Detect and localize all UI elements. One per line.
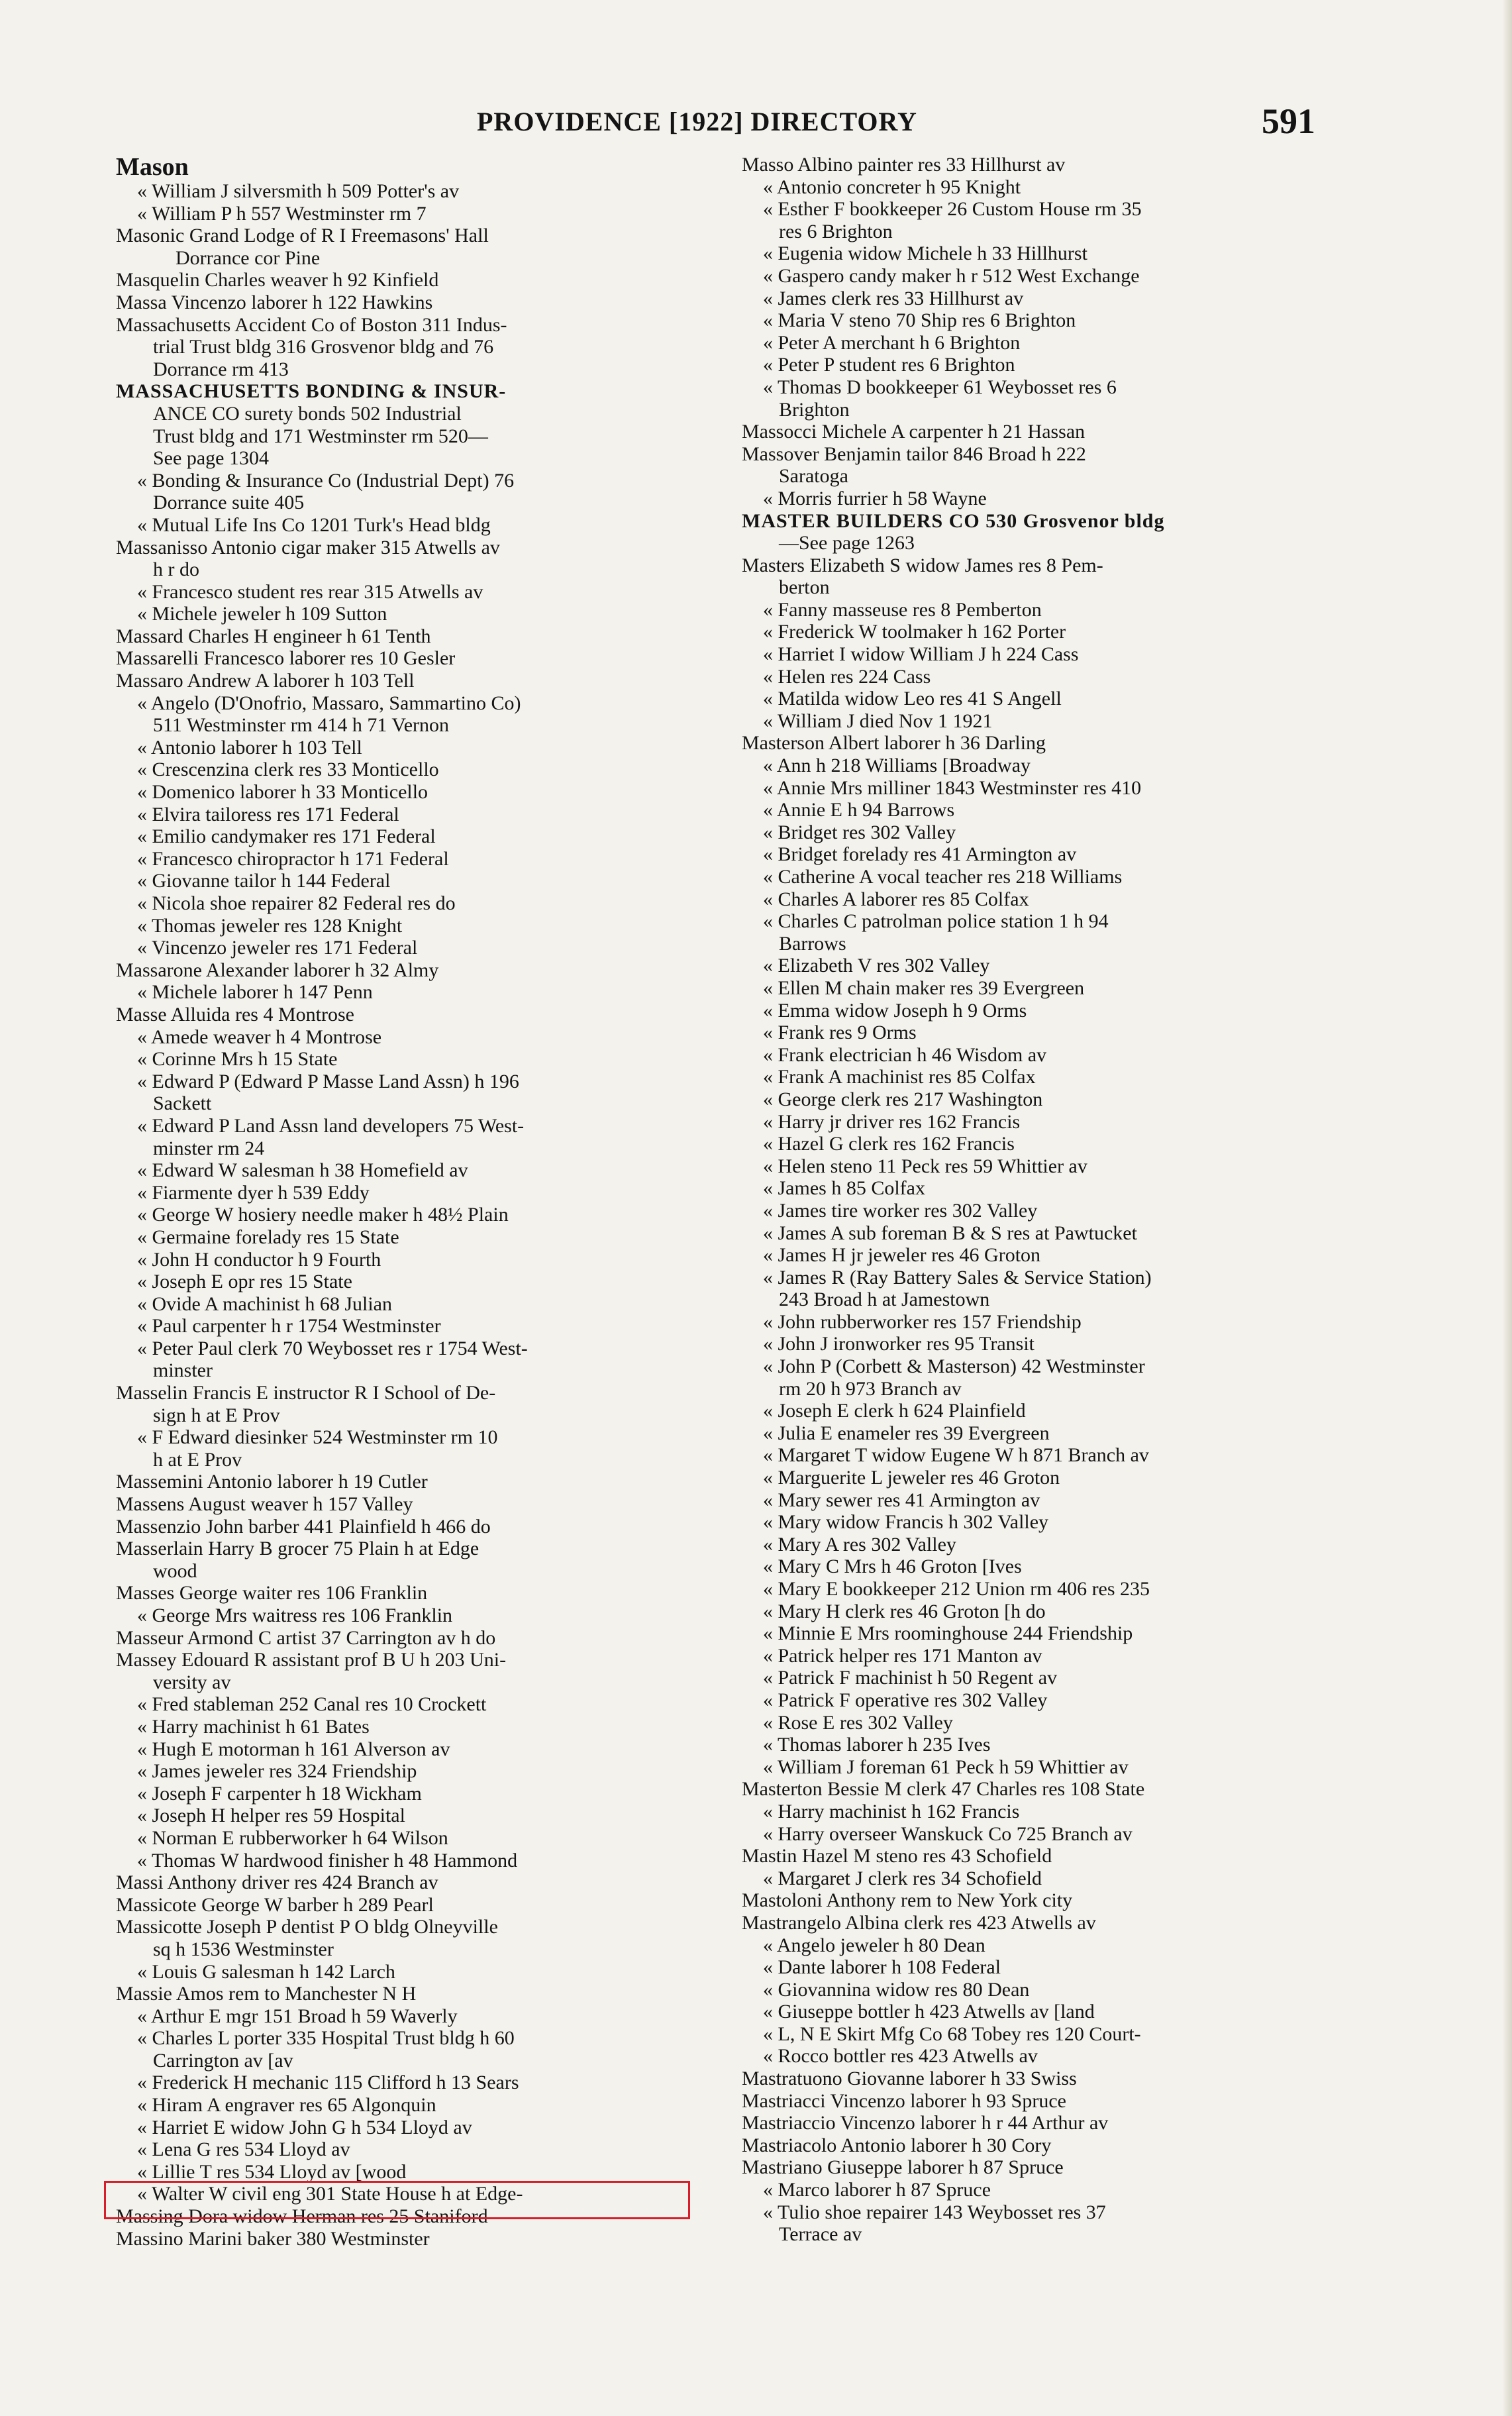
directory-entry: « Annie Mrs milliner 1843 Westminster res 410 xyxy=(763,776,1142,799)
directory-entry: « Hazel G clerk res 162 Francis xyxy=(763,1133,1015,1155)
directory-entry: « Edward P (Edward P Masse Land Assn) h 196 xyxy=(137,1070,519,1092)
directory-entry: « Joseph F carpenter h 18 Wickham xyxy=(137,1782,422,1805)
directory-entry: « Emilio candymaker res 171 Federal xyxy=(137,825,436,848)
directory-entry: Massarelli Francesco laborer res 10 Gesler xyxy=(116,647,456,670)
directory-entry: Brighton xyxy=(779,398,850,421)
directory-entry: Massanisso Antonio cigar maker 315 Atwells av xyxy=(116,536,500,558)
directory-entry: « Edward P Land Assn land developers 75 West- xyxy=(137,1114,525,1137)
directory-entry: Masso Albino painter res 33 Hillhurst av xyxy=(742,154,1066,176)
directory-entry: « William P h 557 Westminster rm 7 xyxy=(137,202,427,225)
directory-entry: « Angelo (D'Onofrio, Massaro, Sammartino Co) xyxy=(137,692,521,714)
directory-entry: Massenzio John barber 441 Plainfield h 466 do xyxy=(116,1515,491,1538)
directory-entry: « Bridget forelady res 41 Armington av xyxy=(763,843,1077,866)
directory-entry: sign h at E Prov xyxy=(153,1404,280,1426)
directory-entry: « Vincenzo jeweler res 171 Federal xyxy=(137,937,418,959)
directory-entry: « L, N E Skirt Mfg Co 68 Tobey res 120 Court- xyxy=(763,2022,1141,2045)
directory-entry: Sackett xyxy=(153,1092,212,1115)
directory-entry: Massino Marini baker 380 Westminster xyxy=(116,2227,430,2250)
directory-entry: « Corinne Mrs h 15 State xyxy=(137,1048,338,1071)
directory-entry: « Thomas laborer h 235 Ives xyxy=(763,1734,991,1756)
directory-entry: « Rocco bottler res 423 Atwells av xyxy=(763,2045,1038,2068)
directory-entry: Masonic Grand Lodge of R I Freemasons' Hall xyxy=(116,225,489,247)
directory-entry: « Matilda widow Leo res 41 S Angell xyxy=(763,688,1062,710)
directory-entry: « William J died Nov 1 1921 xyxy=(763,709,993,732)
directory-entry: « Eugenia widow Michele h 33 Hillhurst xyxy=(763,242,1087,265)
directory-entry: « Margaret T widow Eugene W h 871 Branch av xyxy=(763,1444,1149,1467)
directory-entry: « Margaret J clerk res 34 Schofield xyxy=(763,1867,1042,1889)
directory-entry: minster rm 24 xyxy=(153,1137,265,1159)
directory-entry: « Frederick W toolmaker h 162 Porter xyxy=(763,621,1066,643)
directory-entry: « Norman E rubberworker h 64 Wilson xyxy=(137,1826,448,1849)
directory-entry: berton xyxy=(779,576,830,599)
directory-entry: « Fanny masseuse res 8 Pemberton xyxy=(763,598,1042,621)
directory-entry: « James H jr jeweler res 46 Groton xyxy=(763,1244,1041,1267)
directory-entry: Mastrangelo Albina clerk res 423 Atwells av xyxy=(742,1911,1096,1934)
directory-entry: Massachusetts Accident Co of Boston 311 Indus- xyxy=(116,313,507,336)
directory-entry: « Fiarmente dyer h 539 Eddy xyxy=(137,1181,370,1204)
directory-entry: « Giovannina widow res 80 Dean xyxy=(763,1978,1030,2001)
directory-entry: « James tire worker res 302 Valley xyxy=(763,1199,1038,1222)
directory-entry: « Harry machinist h 162 Francis xyxy=(763,1800,1020,1822)
directory-entry: Massey Edouard R assistant prof B U h 203 Uni- xyxy=(116,1649,507,1671)
directory-entry: « Mary A res 302 Valley xyxy=(763,1533,956,1555)
directory-entry: « Crescenzina clerk res 33 Monticello xyxy=(137,759,439,781)
directory-entry: Masquelin Charles weaver h 92 Kinfield xyxy=(116,269,439,291)
directory-entry: h r do xyxy=(153,558,199,581)
directory-entry: « James R (Ray Battery Sales & Service Station) xyxy=(763,1266,1152,1288)
directory-entry: Barrows xyxy=(779,932,846,955)
directory-entry: « Michele laborer h 147 Penn xyxy=(137,981,373,1004)
directory-entry: « Thomas D bookkeeper 61 Weybosset res 6 xyxy=(763,376,1117,398)
directory-entry: Saratoga xyxy=(779,465,848,488)
directory-entry: « John P (Corbett & Masterson) 42 Westminster xyxy=(763,1355,1145,1378)
directory-entry: 511 Westminster rm 414 h 71 Vernon xyxy=(153,714,449,737)
directory-entry: Carrington av [av xyxy=(153,2049,293,2072)
directory-entry: « Patrick F machinist h 50 Regent av xyxy=(763,1667,1058,1689)
directory-entry: « Elvira tailoress res 171 Federal xyxy=(137,803,399,825)
directory-entry: « Charles L porter 335 Hospital Trust bldg h 60 xyxy=(137,2027,515,2050)
directory-entry: « Ovide A machinist h 68 Julian xyxy=(137,1292,392,1315)
directory-entry: « John H conductor h 9 Fourth xyxy=(137,1248,381,1271)
directory-entry: « Harry overseer Wanskuck Co 725 Branch av xyxy=(763,1822,1133,1845)
directory-title: PROVIDENCE [1922] DIRECTORY xyxy=(477,107,917,136)
directory-entry: « James jeweler res 324 Friendship xyxy=(137,1760,417,1783)
directory-entry: rm 20 h 973 Branch av xyxy=(779,1377,962,1400)
directory-entry: « Bonding & Insurance Co (Industrial Dept) 76 xyxy=(137,469,515,492)
directory-entry: sq h 1536 Westminster xyxy=(153,1938,334,1960)
directory-entry: Masters Elizabeth S widow James res 8 Pem- xyxy=(742,554,1103,576)
directory-entry: Massard Charles H engineer h 61 Tenth xyxy=(116,625,431,647)
directory-entry: h at E Prov xyxy=(153,1448,242,1471)
directory-entry: « Maria V steno 70 Ship res 6 Brighton xyxy=(763,309,1076,332)
directory-entry: « Harry jr driver res 162 Francis xyxy=(763,1110,1021,1133)
directory-entry: « Marco laborer h 87 Spruce xyxy=(763,2179,991,2201)
directory-entry: minster xyxy=(153,1359,213,1382)
directory-entry: See page 1304 xyxy=(153,447,269,470)
directory-entry: « Peter A merchant h 6 Brighton xyxy=(763,331,1021,354)
directory-entry: 243 Broad h at Jamestown xyxy=(779,1288,990,1311)
directory-entry: MASSACHUSETTS BONDING & INSUR- xyxy=(116,380,507,403)
directory-entry: « George W hosiery needle maker h 48½ Plain xyxy=(137,1204,509,1226)
directory-entry: Massarone Alexander laborer h 32 Almy xyxy=(116,959,439,981)
directory-entry: « Charles A laborer res 85 Colfax xyxy=(763,888,1029,910)
directory-entry: « Rose E res 302 Valley xyxy=(763,1711,953,1734)
directory-entry: Mastriano Giuseppe laborer h 87 Spruce xyxy=(742,2156,1064,2179)
page-edge-shadow xyxy=(1502,0,1512,2416)
directory-entry: versity av xyxy=(153,1671,231,1693)
directory-entry: Masselin Francis E instructor R I School of De- xyxy=(116,1382,496,1404)
directory-entry: « Mary E bookkeeper 212 Union rm 406 res 235 xyxy=(763,1578,1150,1600)
directory-entry: « John rubberworker res 157 Friendship xyxy=(763,1310,1082,1333)
directory-entry: Masterton Bessie M clerk 47 Charles res 108 State xyxy=(742,1778,1145,1801)
directory-entry: « George Mrs waitress res 106 Franklin xyxy=(137,1604,453,1626)
directory-entry: trial Trust bldg 316 Grosvenor bldg and 76 xyxy=(153,336,494,358)
directory-entry: « Lena G res 534 Lloyd av xyxy=(137,2138,350,2161)
directory-entry: Massi Anthony driver res 424 Branch av xyxy=(116,1871,438,1894)
directory-entry: Massover Benjamin tailor 846 Broad h 222 xyxy=(742,443,1086,465)
directory-entry: « Frank res 9 Orms xyxy=(763,1022,917,1044)
directory-entry: « Peter Paul clerk 70 Weybosset res r 1754 West- xyxy=(137,1337,528,1359)
left-column xyxy=(116,154,712,2250)
directory-entry: « Julia E enameler res 39 Evergreen xyxy=(763,1422,1050,1444)
directory-entry: Massocci Michele A carpenter h 21 Hassan xyxy=(742,421,1085,443)
directory-entry: Terrace av xyxy=(779,2223,862,2246)
directory-entry: « Ellen M chain maker res 39 Evergreen xyxy=(763,976,1085,999)
directory-entry: « Morris furrier h 58 Wayne xyxy=(763,487,987,509)
directory-entry: « Minnie E Mrs roominghouse 244 Friendship xyxy=(763,1622,1133,1645)
directory-entry: « F Edward diesinker 524 Westminster rm 10 xyxy=(137,1426,498,1449)
directory-entry: « Antonio concreter h 95 Knight xyxy=(763,176,1021,198)
directory-entry: Mason xyxy=(116,153,189,181)
right-column xyxy=(742,154,1338,2246)
directory-entry: Dorrance cor Pine xyxy=(176,246,321,269)
directory-entry: « Nicola shoe repairer 82 Federal res do xyxy=(137,892,456,914)
directory-entry: « Dante laborer h 108 Federal xyxy=(763,1956,1001,1979)
directory-entry: « Helen res 224 Cass xyxy=(763,665,931,688)
directory-entry: « Francesco student res rear 315 Atwells av xyxy=(137,580,483,603)
directory-entry: « George clerk res 217 Washington xyxy=(763,1088,1043,1110)
directory-entry: Massicotte Joseph P dentist P O bldg Olneyville xyxy=(116,1916,498,1938)
directory-entry: « Emma widow Joseph h 9 Orms xyxy=(763,999,1027,1022)
directory-entry: « Annie E h 94 Barrows xyxy=(763,799,955,821)
directory-entry: Massens August weaver h 157 Valley xyxy=(116,1493,413,1516)
directory-entry: « Frederick H mechanic 115 Clifford h 13 Sears xyxy=(137,2072,519,2094)
directory-entry: « Harriet I widow William J h 224 Cass xyxy=(763,643,1079,666)
directory-entry: ANCE CO surety bonds 502 Industrial xyxy=(153,402,462,425)
directory-entry: Massa Vincenzo laborer h 122 Hawkins xyxy=(116,291,433,313)
directory-entry: « Antonio laborer h 103 Tell xyxy=(137,736,362,759)
directory-entry: « Joseph H helper res 59 Hospital xyxy=(137,1805,405,1827)
directory-entry: « Joseph E opr res 15 State xyxy=(137,1271,352,1293)
directory-entry: « Michele jeweler h 109 Sutton xyxy=(137,603,387,625)
directory-entry: « Fred stableman 252 Canal res 10 Crockett xyxy=(137,1693,487,1716)
directory-entry: « Ann h 218 Williams [Broadway xyxy=(763,755,1031,777)
directory-entry: Massaro Andrew A laborer h 103 Tell xyxy=(116,670,415,692)
directory-entry: « Edward W salesman h 38 Homefield av xyxy=(137,1159,468,1182)
directory-entry: « Marguerite L jeweler res 46 Groton xyxy=(763,1467,1060,1489)
directory-entry: res 6 Brighton xyxy=(779,220,893,242)
directory-entry: wood xyxy=(153,1559,197,1582)
directory-entry: « Thomas jeweler res 128 Knight xyxy=(137,914,403,937)
directory-entry: Mastin Hazel M steno res 43 Schofield xyxy=(742,1845,1052,1867)
directory-entry: « Giovanne tailor h 144 Federal xyxy=(137,870,391,892)
directory-entry: Masse Alluida res 4 Montrose xyxy=(116,1003,354,1025)
directory-entry: Masseur Armond C artist 37 Carrington av h do xyxy=(116,1626,496,1649)
directory-entry: Masses George waiter res 106 Franklin xyxy=(116,1582,428,1604)
directory-entry: Mastratuono Giovanne laborer h 33 Swiss xyxy=(742,2068,1077,2090)
directory-entry: « Catherine A vocal teacher res 218 Williams xyxy=(763,866,1123,888)
directory-entry: « Patrick helper res 171 Manton av xyxy=(763,1644,1042,1667)
directory-entry: Mastoloni Anthony rem to New York city xyxy=(742,1889,1073,1912)
directory-entry: « Helen steno 11 Peck res 59 Whittier av xyxy=(763,1155,1087,1177)
page-header xyxy=(0,101,1512,152)
directory-entry: « Frank A machinist res 85 Colfax xyxy=(763,1066,1036,1088)
directory-entry: Dorrance rm 413 xyxy=(153,358,289,380)
directory-entry: « Paul carpenter h r 1754 Westminster xyxy=(137,1315,441,1338)
directory-entry: « Walter W civil eng 301 State House h at Edge- xyxy=(137,2183,523,2205)
directory-entry: « Charles C patrolman police station 1 h 94 xyxy=(763,910,1109,933)
directory-entry: « James clerk res 33 Hillhurst av xyxy=(763,287,1024,309)
directory-entry: « Hugh E motorman h 161 Alverson av xyxy=(137,1738,450,1760)
page-number: 591 xyxy=(1262,101,1315,141)
directory-entry: Massemini Antonio laborer h 19 Cutler xyxy=(116,1471,428,1493)
directory-entry: « Harry machinist h 61 Bates xyxy=(137,1715,370,1738)
directory-entry: MASTER BUILDERS CO 530 Grosvenor bldg xyxy=(742,509,1165,532)
directory-entry: « Joseph E clerk h 624 Plainfield xyxy=(763,1400,1026,1422)
directory-entry: « Domenico laborer h 33 Monticello xyxy=(137,781,428,804)
directory-entry: Mastriacci Vincenzo laborer h 93 Spruce xyxy=(742,2089,1066,2112)
directory-entry: Masserlain Harry B grocer 75 Plain h at Edge xyxy=(116,1538,479,1560)
directory-entry: « Mutual Life Ins Co 1201 Turk's Head bldg xyxy=(137,513,491,536)
directory-entry: « Mary widow Francis h 302 Valley xyxy=(763,1511,1049,1534)
directory-entry: « James h 85 Colfax xyxy=(763,1177,925,1200)
directory-entry: « Amede weaver h 4 Montrose xyxy=(137,1025,382,1048)
directory-entry: « Giuseppe bottler h 423 Atwells av [land xyxy=(763,2001,1095,2023)
directory-entry: —See page 1263 xyxy=(779,532,915,554)
highlight-box xyxy=(104,2181,690,2219)
directory-entry: « Angelo jeweler h 80 Dean xyxy=(763,1934,985,1956)
directory-entry: « John J ironworker res 95 Transit xyxy=(763,1333,1034,1355)
directory-entry: Mastriaccio Vincenzo laborer h r 44 Arthur av xyxy=(742,2112,1109,2134)
directory-entry: « Hiram A engraver res 65 Algonquin xyxy=(137,2094,436,2117)
directory-entry: « Lillie T res 534 Lloyd av [wood xyxy=(137,2160,407,2183)
directory-entry: Masterson Albert laborer h 36 Darling xyxy=(742,732,1046,755)
directory-entry: Massicote George W barber h 289 Pearl xyxy=(116,1893,434,1916)
directory-entry: « Harriet E widow John G h 534 Lloyd av xyxy=(137,2116,472,2138)
directory-entry: « Germaine forelady res 15 State xyxy=(137,1226,399,1248)
directory-entry: « Frank electrician h 46 Wisdom av xyxy=(763,1043,1047,1066)
directory-entry: « Tulio shoe repairer 143 Weybosset res 37 xyxy=(763,2201,1106,2223)
directory-entry: « Peter P student res 6 Brighton xyxy=(763,354,1015,376)
directory-entry: Mastriacolo Antonio laborer h 30 Cory xyxy=(742,2134,1052,2156)
directory-entry: « William J foreman 61 Peck h 59 Whittier av xyxy=(763,1756,1129,1778)
directory-entry: « Thomas W hardwood finisher h 48 Hammond xyxy=(137,1849,518,1871)
directory-entry: « Arthur E mgr 151 Broad h 59 Waverly xyxy=(137,2005,458,2027)
directory-entry: « Esther F bookkeeper 26 Custom House rm 35 xyxy=(763,198,1142,221)
directory-entry: « William J silversmith h 509 Potter's av xyxy=(137,180,460,202)
directory-entry: Massie Amos rem to Manchester N H xyxy=(116,1983,417,2005)
directory-entry: « Elizabeth V res 302 Valley xyxy=(763,955,990,977)
directory-entry: « James A sub foreman B & S res at Pawtucket xyxy=(763,1222,1137,1244)
directory-entry: « Patrick F operative res 302 Valley xyxy=(763,1689,1048,1711)
directory-entry: Massing Dora widow Herman res 25 Staniford xyxy=(116,2205,488,2228)
directory-entry: « Mary C Mrs h 46 Groton [Ives xyxy=(763,1555,1022,1578)
directory-entry: « Louis G salesman h 142 Larch xyxy=(137,1960,395,1983)
directory-entry: Dorrance suite 405 xyxy=(153,492,305,514)
directory-entry: « Francesco chiropractor h 171 Federal xyxy=(137,847,449,870)
directory-entry: Trust bldg and 171 Westminster rm 520— xyxy=(153,425,488,447)
directory-entry: « Bridget res 302 Valley xyxy=(763,821,956,843)
directory-entry: « Mary sewer res 41 Armington av xyxy=(763,1489,1040,1511)
directory-entry: « Gaspero candy maker h r 512 West Exchange xyxy=(763,264,1140,287)
directory-entry: « Mary H clerk res 46 Groton [h do xyxy=(763,1600,1046,1622)
